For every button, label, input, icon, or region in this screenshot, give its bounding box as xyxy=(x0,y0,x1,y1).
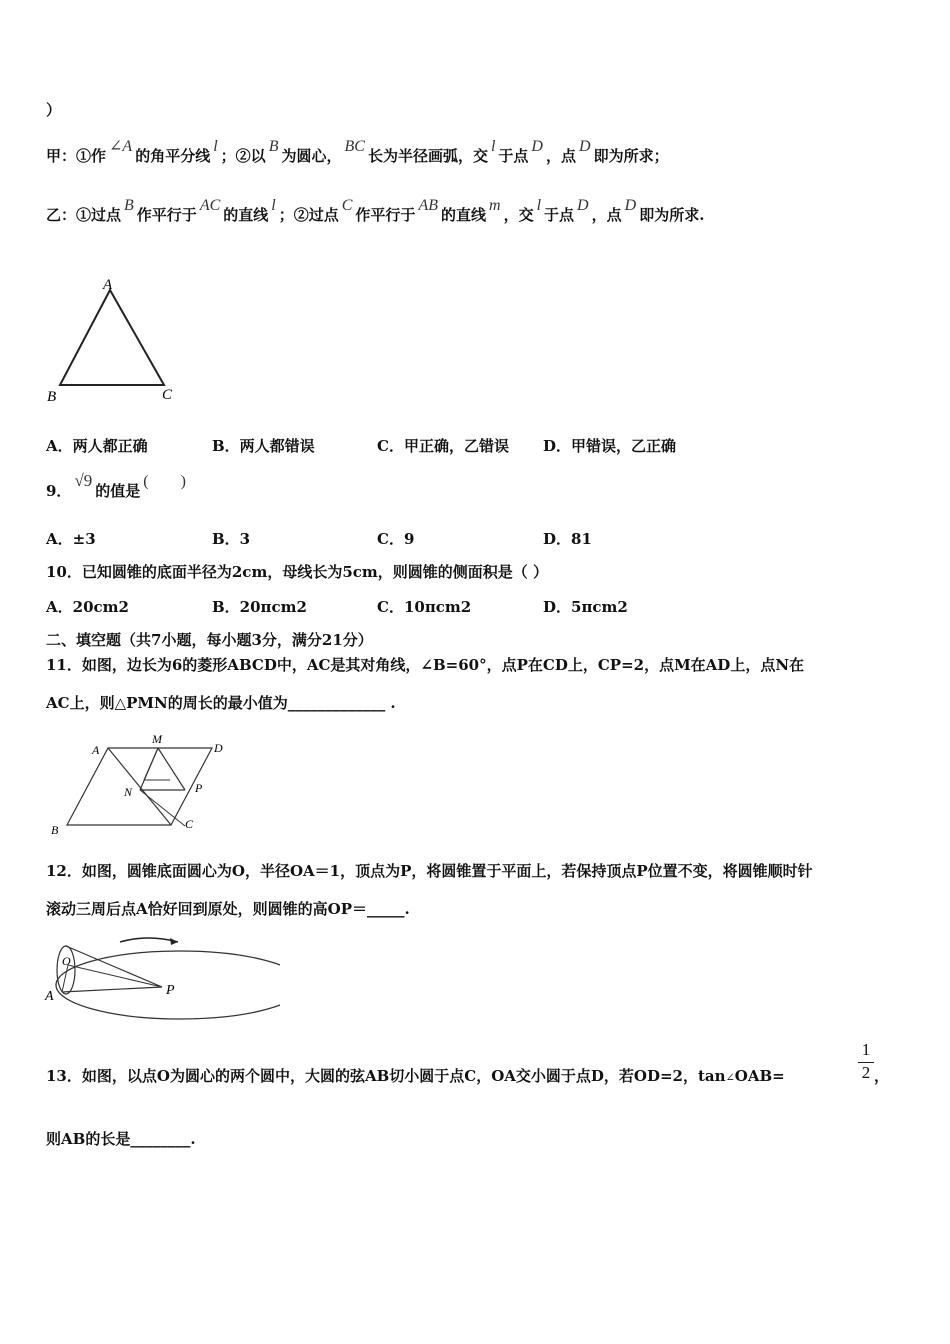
q12-line2: 滚动三周后点A恰好回到原处，则圆锥的高OP＝_____. xyxy=(46,900,410,918)
section-title-fill-in: 二、填空题（共7小题，每小题3分，满分21分） xyxy=(46,631,373,649)
cone-slant-bottom xyxy=(62,987,162,992)
label-p: P xyxy=(166,983,175,998)
q9-option-b: B．3 xyxy=(212,530,251,548)
diagonal-ac xyxy=(108,748,171,825)
q13-comma: ， xyxy=(874,1067,890,1085)
label-o: O xyxy=(62,954,71,968)
label-n: N xyxy=(124,785,133,799)
label-c: C xyxy=(185,817,194,831)
q9-option-d: D．81 xyxy=(543,530,592,548)
label-b: B xyxy=(51,823,59,837)
q10-option-a: A．20cm2 xyxy=(46,598,129,616)
q11-line1: 11．如图，边长为6的菱形ABCD中，AC是其对角线，∠B=60°，点P在CD上，CP=2，点M在AD上，点N在 xyxy=(46,656,805,674)
q9-option-c: C．9 xyxy=(377,530,415,548)
q8-triangle-figure xyxy=(40,275,190,410)
label-b: B xyxy=(47,389,57,405)
sqrt-9: √9 xyxy=(74,471,93,490)
q8-option-a: A．两人都正确 xyxy=(46,437,148,455)
label-a: A xyxy=(45,989,54,1004)
q10-option-c: C．10πcm2 xyxy=(377,598,472,616)
aux-line-3 xyxy=(140,790,185,826)
label-c: C xyxy=(162,387,173,403)
q8-option-d: D．甲错误，乙正确 xyxy=(543,437,677,455)
triangle-abc xyxy=(60,290,164,385)
label-a: A xyxy=(92,743,100,757)
q13-line1: 13．如图，以点O为圆心的两个圆中，大圆的弦AB切小圆于点C，OA交小圆于点D，若OD=2，tan∠OAB= xyxy=(46,1067,785,1085)
arrow-head-icon xyxy=(170,938,178,945)
angle-symbol: ∠ xyxy=(725,1071,735,1084)
q13-line2: 则AB的长是________. xyxy=(46,1130,196,1148)
label-d: D xyxy=(214,741,223,755)
q8-close-paren: ） xyxy=(46,101,62,119)
rotation-arrow xyxy=(120,938,178,942)
segment-oa xyxy=(62,965,68,992)
q11-line2: AC上，则△PMN的周长的最小值为_____________ . xyxy=(46,694,396,712)
q10-option-b: B．20πcm2 xyxy=(212,598,307,616)
segment-op xyxy=(68,965,162,987)
q8-option-b: B．两人都错误 xyxy=(212,437,315,455)
q8-jia-line: 甲：①作∠A的角平分线l；②以B为圆心，BC长为半径画弧，交l于点D，点D即为所求； xyxy=(46,138,669,165)
q8-option-c: C．甲正确，乙错误 xyxy=(377,437,509,455)
segment-mp xyxy=(158,748,185,790)
label-p: P xyxy=(195,781,203,795)
aux-line-2 xyxy=(144,748,158,780)
q9-stem: 9．√9的值是( ) xyxy=(46,471,186,500)
fraction-one-half: $\frac{1}{2}$ xyxy=(858,1040,874,1083)
q12-line1: 12．如图，圆锥底面圆心为O，半径OA＝1，顶点为P，将圆锥置于平面上，若保持顶点P位置不变，将圆锥顺时针 xyxy=(46,862,813,880)
q10-option-d: D．5πcm2 xyxy=(543,598,628,616)
label-a: A xyxy=(103,277,113,293)
q10-stem: 10．已知圆锥的底面半径为2cm，母线长为5cm，则圆锥的侧面积是（ ） xyxy=(46,563,548,581)
q12-cone-figure xyxy=(40,930,280,1030)
q9-option-a: A．±3 xyxy=(46,530,96,548)
q11-rhombus-figure xyxy=(40,730,240,840)
q8-yi-line: 乙：①过点B作平行于AC的直线l；②过点C作平行于AB的直线m，交l于点D，点D即为所求. xyxy=(46,197,705,224)
label-m: M xyxy=(152,732,162,746)
